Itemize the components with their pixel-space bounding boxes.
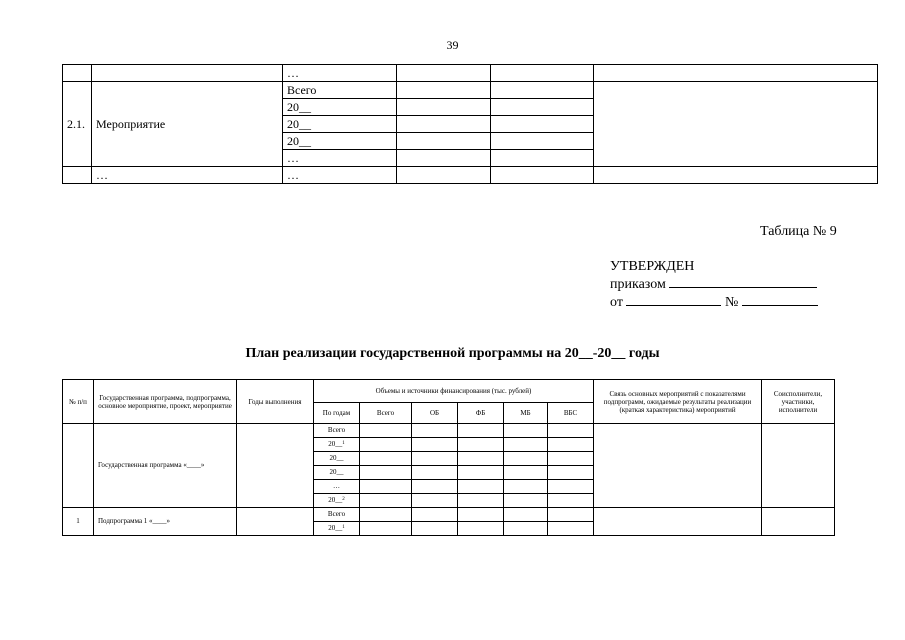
header-funding: Объемы и источники финансирования (тыс. рублей) — [314, 380, 594, 403]
row-name: Мероприятие — [92, 82, 283, 167]
cell — [360, 466, 412, 480]
cell — [504, 424, 548, 438]
header-years: Годы выполнения — [237, 380, 314, 424]
plan-title: План реализации государственной программы на 20__-20__ годы — [245, 346, 660, 361]
cell — [237, 424, 314, 508]
cell — [397, 82, 491, 99]
cell — [397, 133, 491, 150]
from-label: от — [610, 295, 623, 310]
row-year: … — [283, 167, 397, 184]
cell — [491, 65, 594, 82]
cell — [412, 438, 458, 452]
header-total: Всего — [360, 403, 412, 424]
cell — [762, 508, 835, 536]
cell — [594, 508, 762, 536]
cell — [458, 494, 504, 508]
cell — [397, 167, 491, 184]
cell — [412, 494, 458, 508]
cell — [360, 438, 412, 452]
header-program: Государственная программа, подпрограмма, основное мероприятие, проект, мероприятие — [94, 380, 237, 424]
row-num — [63, 167, 92, 184]
cell — [594, 167, 878, 184]
row-year: … — [283, 150, 397, 167]
row-year: 20__ — [283, 99, 397, 116]
order-label: приказом — [610, 277, 666, 292]
table-row — [63, 167, 878, 184]
table-row — [63, 508, 835, 522]
by-year-cell: … — [314, 480, 360, 494]
cell — [360, 508, 412, 522]
date-blank — [626, 293, 721, 306]
cell — [504, 480, 548, 494]
row-name: … — [92, 167, 283, 184]
header-link: Связь основных мероприятий с показателями подпрограмм, ожидаемые результаты реализации (краткая характеристика) мероприятий — [594, 380, 762, 424]
subprogram-num: 1 — [63, 508, 94, 536]
cell — [458, 480, 504, 494]
cell — [360, 522, 412, 536]
cell — [412, 508, 458, 522]
cell — [504, 494, 548, 508]
by-year-cell: 20__$^1$ — [314, 522, 360, 536]
header-num: № п/п — [63, 380, 94, 424]
page-number: 39 — [446, 38, 459, 52]
cell — [594, 65, 878, 82]
cell — [504, 438, 548, 452]
cell — [504, 452, 548, 466]
cell — [491, 116, 594, 133]
by-year-cell: Всего — [314, 424, 360, 438]
cell — [548, 438, 594, 452]
header-mb: МБ — [504, 403, 548, 424]
cell — [360, 480, 412, 494]
cell — [504, 466, 548, 480]
row-name — [92, 65, 283, 82]
cell — [458, 466, 504, 480]
cell — [360, 424, 412, 438]
program-num — [63, 424, 94, 508]
cell — [397, 116, 491, 133]
cell — [458, 522, 504, 536]
table-row — [63, 82, 878, 99]
cell — [504, 508, 548, 522]
cell — [360, 494, 412, 508]
cell — [412, 424, 458, 438]
cell — [491, 167, 594, 184]
table-row — [63, 424, 835, 438]
cell — [504, 522, 548, 536]
row-year: 20__ — [283, 116, 397, 133]
cell — [397, 65, 491, 82]
cell — [412, 452, 458, 466]
cell — [548, 466, 594, 480]
cell — [594, 424, 762, 508]
cell — [762, 424, 835, 508]
cell — [412, 466, 458, 480]
by-year-cell: Всего — [314, 508, 360, 522]
row-num — [63, 65, 92, 82]
cell — [458, 452, 504, 466]
cell — [458, 438, 504, 452]
by-year-cell: 20__ — [314, 466, 360, 480]
approved-title: УТВЕРЖДЕН — [610, 259, 695, 274]
table-label: Таблица № 9 — [760, 224, 837, 239]
cell — [548, 480, 594, 494]
cell — [548, 522, 594, 536]
row-num: 2.1. — [63, 82, 92, 167]
header-fb: ФБ — [458, 403, 504, 424]
row-year: Всего — [283, 82, 397, 99]
header-vbs: ВБС — [548, 403, 594, 424]
plan-table — [62, 379, 835, 536]
by-year-cell: 20__$^1$ — [314, 438, 360, 452]
cell — [594, 82, 878, 167]
order-blank — [669, 275, 817, 288]
header-by-years: По годам — [314, 403, 360, 424]
cell — [491, 150, 594, 167]
cell — [412, 480, 458, 494]
program-name: Государственная программа «____» — [94, 424, 237, 508]
cell — [491, 133, 594, 150]
header-ob: ОБ — [412, 403, 458, 424]
cell — [491, 82, 594, 99]
cell — [397, 99, 491, 116]
header-row — [63, 380, 835, 403]
row-year: … — [283, 65, 397, 82]
cell — [548, 508, 594, 522]
cell — [548, 494, 594, 508]
cell — [548, 424, 594, 438]
cell — [458, 424, 504, 438]
by-year-cell: 20__$^2$ — [314, 494, 360, 508]
approved-date-line — [610, 293, 818, 311]
header-executors: Соисполнители, участники, исполнители — [762, 380, 835, 424]
by-year-cell: 20__ — [314, 452, 360, 466]
cell — [458, 508, 504, 522]
subprogram-name: Подпрограмма 1 «____» — [94, 508, 237, 536]
cell — [397, 150, 491, 167]
cell — [491, 99, 594, 116]
number-blank — [742, 293, 818, 306]
row-year: 20__ — [283, 133, 397, 150]
approved-order-line — [610, 275, 818, 293]
top-table — [62, 64, 878, 184]
number-label: № — [724, 295, 739, 310]
table-row — [63, 65, 878, 82]
cell — [237, 508, 314, 536]
approval-block — [610, 258, 818, 311]
cell — [548, 452, 594, 466]
cell — [412, 522, 458, 536]
cell — [360, 452, 412, 466]
